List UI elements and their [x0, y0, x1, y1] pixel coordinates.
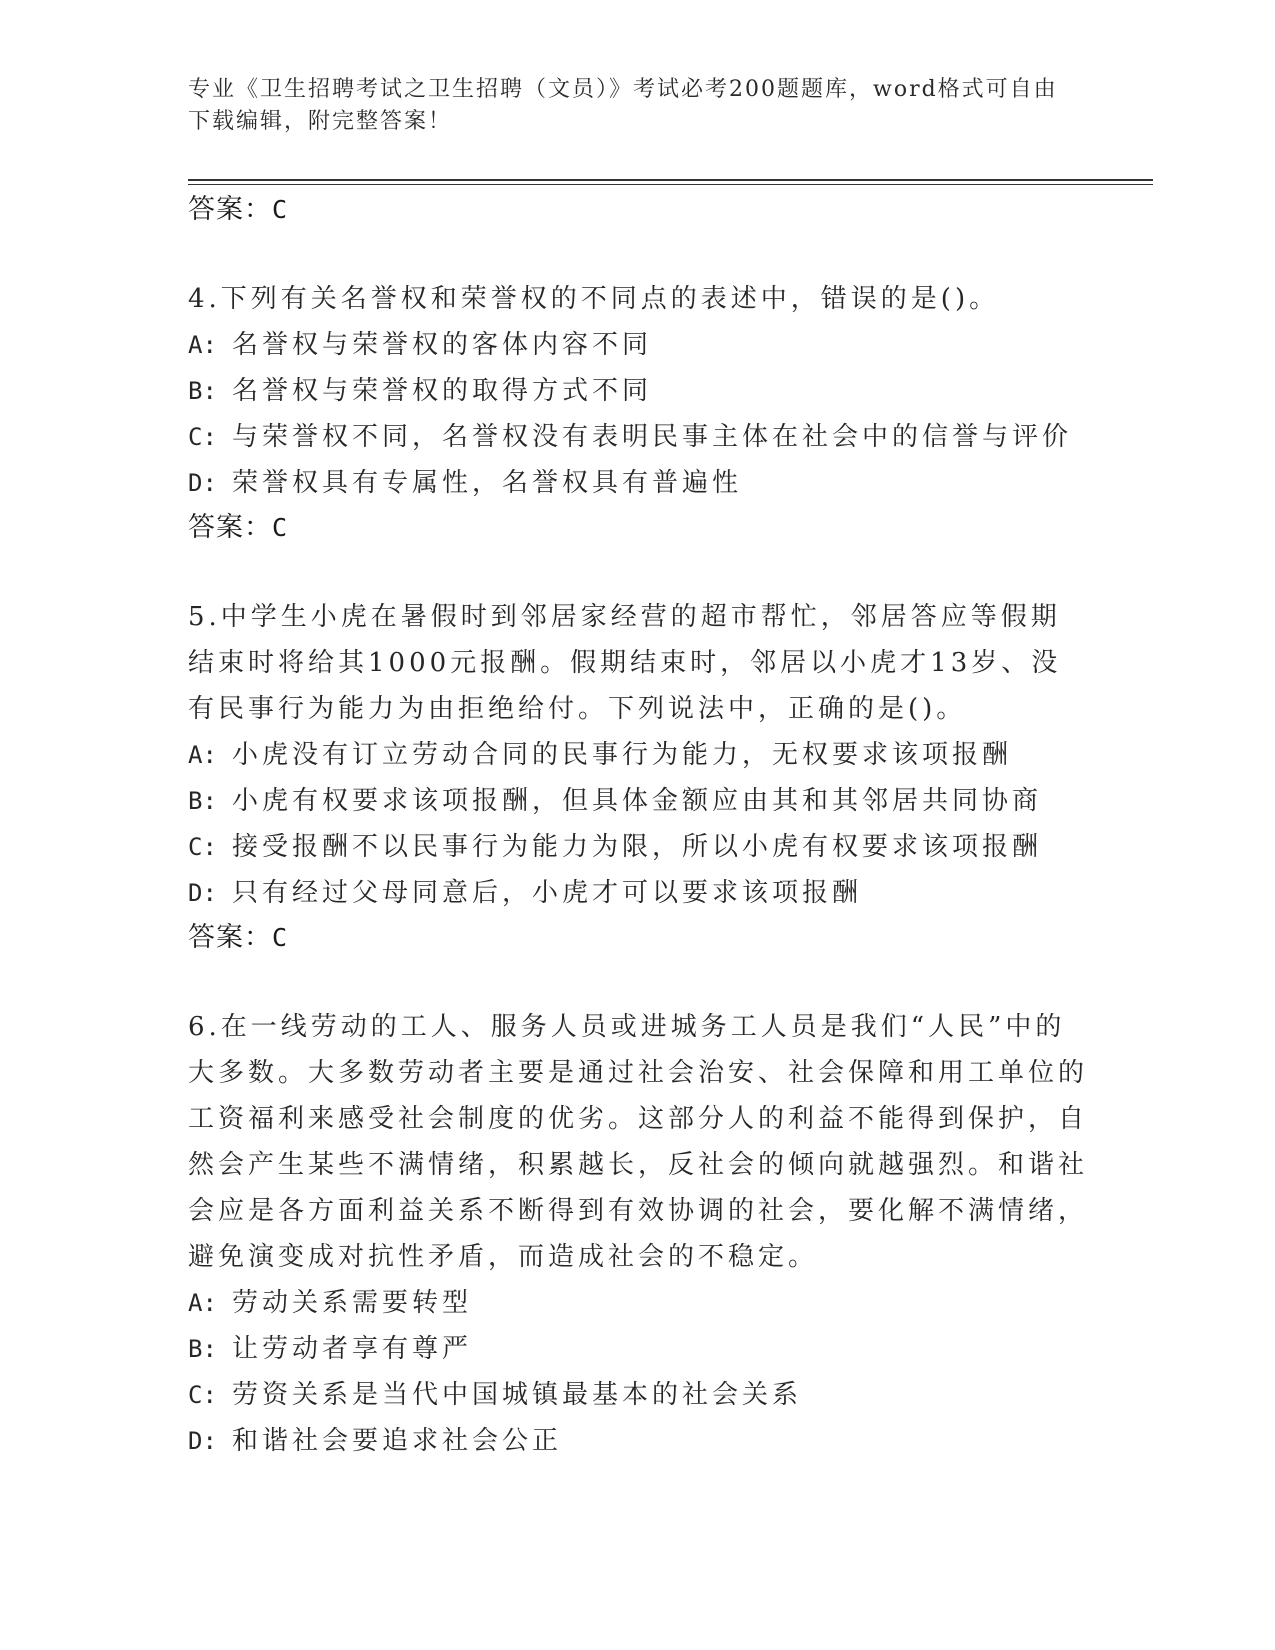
option-letter: D: [188, 879, 217, 907]
option-a [188, 322, 1088, 368]
option-letter: D: [188, 1427, 217, 1455]
spacer [188, 960, 1088, 1004]
answer-label: 答案： [188, 194, 272, 225]
spacer [188, 550, 1088, 594]
answer-value: C [272, 195, 289, 224]
spacer [188, 232, 1088, 276]
question-text: 6.在一线劳动的工人、服务人员或进城务工人员是我们“人民”中的大多数。大多数劳动者主要是通过社会治安、社会保障和用工单位的工资福利来感受社会制度的优劣。这部分人的利益不能得到保护，自然会产生某些不满情绪，积累越长，反社会的倾向就越强烈。和谐社会应是各方面利益关系不断得到有效协调的社会，要化解不满情绪，避免演变成对抗性矛盾，而造成社会的不稳定。 [188, 1012, 1089, 1272]
header-rule-thick [188, 179, 1153, 181]
exam-content [188, 188, 1088, 1464]
option-letter: A: [188, 1289, 217, 1317]
option-text: 与荣誉权不同，名誉权没有表明民事主体在社会中的信誉与评价 [232, 422, 1073, 452]
option-letter: A: [188, 331, 217, 359]
option-letter: D: [188, 469, 217, 497]
question-text: 5.中学生小虎在暑假时到邻居家经营的超市帮忙，邻居答应等假期结束时将给其1000元报酬。假期结束时，邻居以小虎才13岁、没有民事行为能力为由拒绝给付。下列说法中，正确的是()。 [188, 602, 1062, 724]
option-text: 让劳动者享有尊严 [232, 1334, 473, 1364]
option-text: 荣誉权具有专属性，名誉权具有普遍性 [232, 468, 743, 498]
option-letter: C: [188, 423, 217, 451]
header-rule-thin [188, 184, 1153, 185]
option-c [188, 414, 1088, 460]
option-b [188, 368, 1088, 414]
option-text: 小虎有权要求该项报酬，但具体金额应由其和其邻居共同协商 [232, 786, 1043, 816]
option-d [188, 870, 1088, 916]
answer-value: C [272, 923, 289, 952]
answer-line [188, 506, 1088, 550]
option-d [188, 460, 1088, 506]
option-letter: C: [188, 833, 217, 861]
option-text: 名誉权与荣誉权的客体内容不同 [232, 330, 653, 360]
option-letter: A: [188, 741, 217, 769]
option-text: 劳资关系是当代中国城镇最基本的社会关系 [232, 1380, 803, 1410]
answer-value: C [272, 513, 289, 542]
option-text: 小虎没有订立劳动合同的民事行为能力，无权要求该项报酬 [232, 740, 1013, 770]
option-c [188, 1372, 1088, 1418]
option-letter: B: [188, 787, 217, 815]
option-letter: B: [188, 1335, 217, 1363]
option-c [188, 824, 1088, 870]
option-text: 劳动关系需要转型 [232, 1288, 473, 1318]
option-text: 名誉权与荣誉权的取得方式不同 [232, 376, 653, 406]
option-b [188, 778, 1088, 824]
option-letter: C: [188, 1381, 217, 1409]
option-text: 接受报酬不以民事行为能力为限，所以小虎有权要求该项报酬 [232, 832, 1043, 862]
option-a [188, 732, 1088, 778]
answer-label: 答案： [188, 512, 272, 543]
option-letter: B: [188, 377, 217, 405]
answer-line [188, 916, 1088, 960]
option-text: 和谐社会要追求社会公正 [232, 1426, 563, 1456]
option-b [188, 1326, 1088, 1372]
option-text: 只有经过父母同意后，小虎才可以要求该项报酬 [232, 878, 863, 908]
option-a [188, 1280, 1088, 1326]
option-d [188, 1418, 1088, 1464]
answer-line [188, 188, 1088, 232]
answer-label: 答案： [188, 922, 272, 953]
page-header: 专业《卫生招聘考试之卫生招聘（文员）》考试必考200题题库，word格式可自由下载编辑，附完整答案！ [188, 77, 1058, 134]
question-text: 4.下列有关名誉权和荣誉权的不同点的表述中，错误的是()。 [188, 284, 1000, 314]
